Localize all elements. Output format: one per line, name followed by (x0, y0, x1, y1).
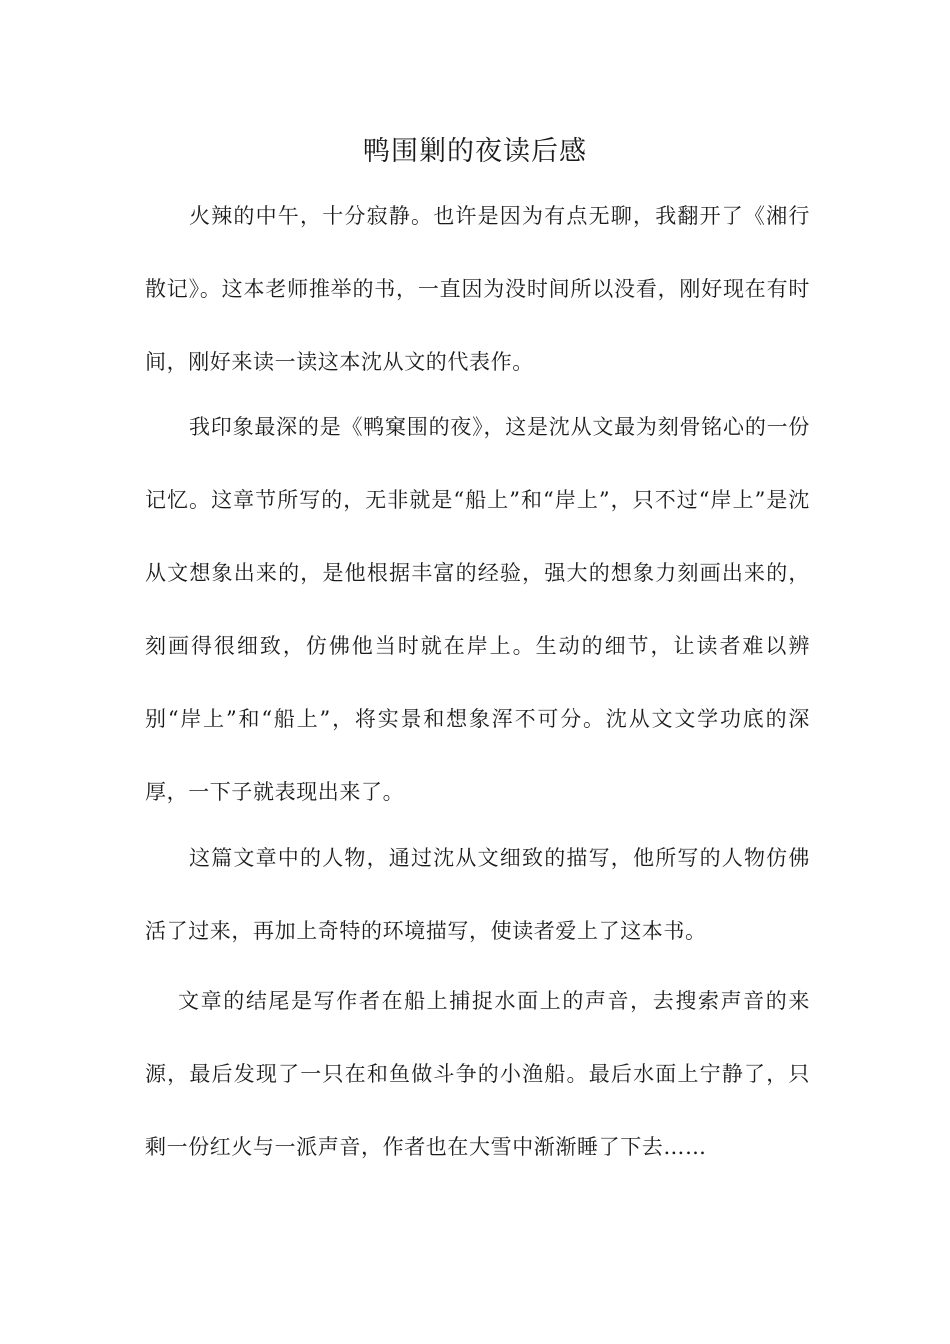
paragraph-1: 火辣的中午，十分寂静。也许是因为有点无聊，我翻开了《湘行散记》。这本老师推举的书，一直因为没时间所以没看，刚好现在有时间，刚好来读一读这本沈从文的代表作。 (145, 204, 810, 374)
paragraph-3: 这篇文章中的人物，通过沈从文细致的描写，他所写的人物仿佛活了过来，再加上奇特的环境描写，使读者爱上了这本书。 (145, 846, 810, 943)
paragraph-2: 我印象最深的是《鸭窠围的夜》，这是沈从文最为刻骨铭心的一份记忆。这章节所写的，无非就是“船上”和“岸上”，只不过“岸上”是沈从文想象出来的，是他根据丰富的经验，强大的想象力刻画出来的，刻画得很细致，仿佛他当时就在岸上。生动的细节，让读者难以辨别“岸上”和“船上”，将实景和想象浑不可分。沈从文文学功底的深厚，一下子就表现出来了。 (145, 415, 810, 804)
document-title: 鸭围剿的夜读后感 (363, 136, 587, 167)
paragraph-4: 文章的结尾是写作者在船上捕捉水面上的声音，去搜索声音的来源，最后发现了一只在和鱼做斗争的小渔船。最后水面上宁静了，只剩一份红火与一派声音，作者也在大雪中渐渐睡了下去…… (145, 989, 810, 1159)
